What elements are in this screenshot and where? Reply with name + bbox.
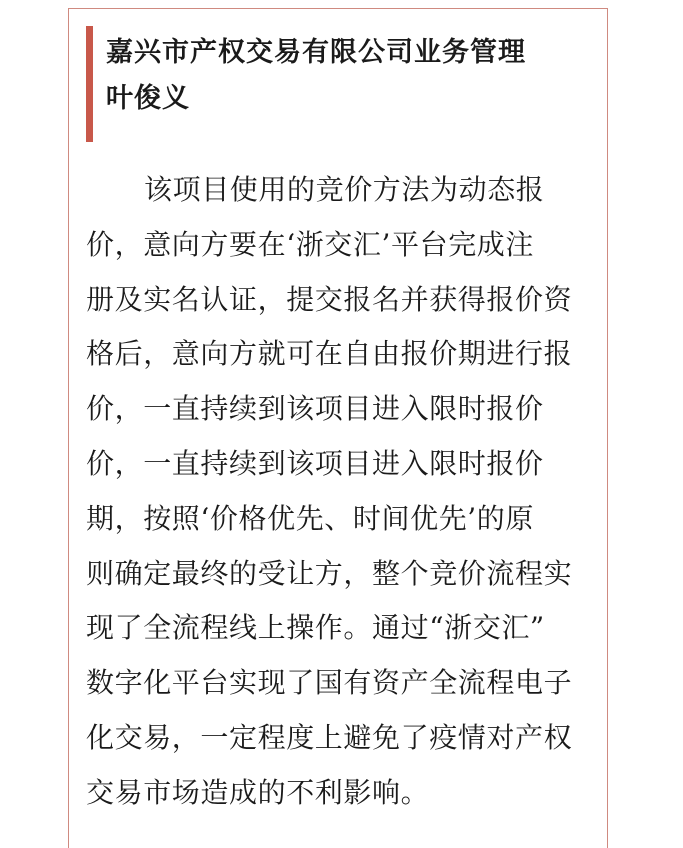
body-line: 该项目使用的竞价方法为动态报 (144, 173, 545, 206)
body-line: 现了全流程线上操作。通过“浙交汇” (86, 611, 545, 645)
heading-accent-bar (86, 26, 93, 142)
body-line: 则确定最终的受让方，整个竞价流程实 (86, 556, 573, 590)
body-line: 格后，意向方就可在自由报价期进行报 (86, 337, 573, 371)
body-line: 化交易，一定程度上避免了疫情对产权 (86, 720, 573, 754)
body-line: 期，按照‘价格优先、时间优先’的原 (86, 501, 535, 535)
article-body (86, 163, 596, 821)
body-line: 价，一直持续到该项目进入限时报价 (86, 446, 544, 480)
body-line: 数字化平台实现了国有资产全流程电子 (86, 666, 573, 700)
heading-line-2: 叶俊义 (106, 83, 190, 114)
article-heading (106, 30, 606, 122)
body-line: 价，意向方要在‘浙交汇’平台完成注 (86, 227, 535, 261)
body-line: 交易市场造成的不利影响。 (86, 775, 430, 809)
heading-line-1: 嘉兴市产权交易有限公司业务管理 (106, 37, 526, 68)
body-line: 价，一直持续到该项目进入限时报价 (86, 392, 544, 426)
body-line: 册及实名认证，提交报名并获得报价资 (86, 282, 573, 316)
